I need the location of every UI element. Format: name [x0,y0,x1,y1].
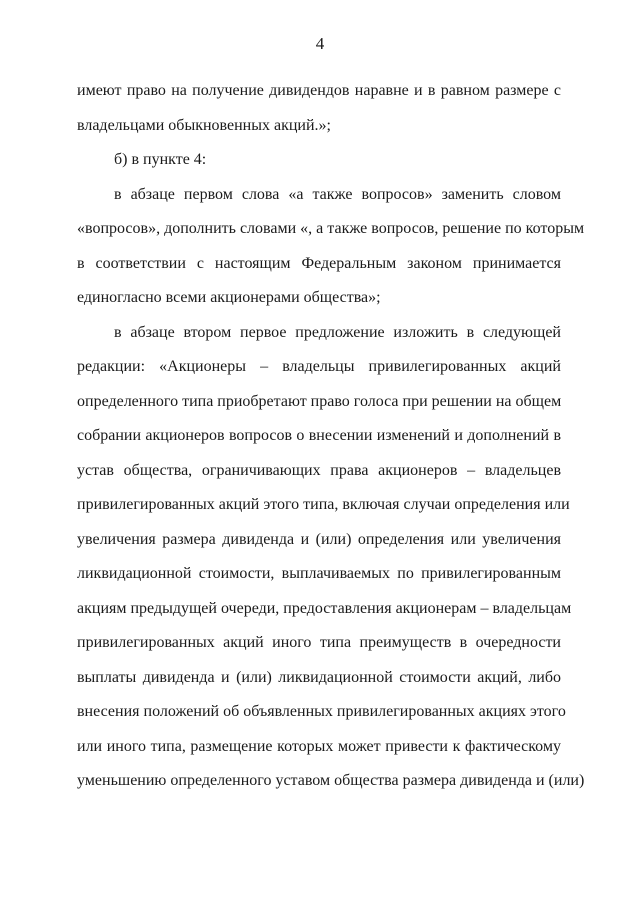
text-line: или иного типа, размещение которых может привести к фактическому [77,737,561,755]
text-line: редакции: «Акционеры – владельцы привилегированных акций [77,358,561,375]
text-line: акциям предыдущей очереди, предоставления акционерам – владельцам [77,599,572,617]
text-line: привилегированных акций иного типа преимуществ в очередности [77,634,561,651]
paragraph [77,74,561,143]
text-line: выплаты дивиденда и (или) ликвидационной стоимости акций, либо [77,668,561,686]
text-line: б) в пункте 4: [114,151,207,168]
text-line: определенного типа приобретают право голоса при решении на общем [77,392,562,410]
paragraph [77,178,585,316]
text-line: увеличения размера дивиденда и (или) определения или увеличения [77,530,561,548]
page-number: 4 [315,34,325,53]
text-line: единогласно всеми акционерами общества»; [77,289,381,306]
text-line: устав общества, ограничивающих права акционеров – владельцев [77,461,561,479]
text-line: имеют право на получение дивидендов наравне и в равном размере с [77,82,561,99]
text-line: внесения положений об объявленных привилегированных акциях этого [77,703,566,720]
paragraph [77,143,561,178]
text-line: «вопросов», дополнить словами «, а также вопросов, решение по которым [77,220,585,237]
document-body [77,74,585,799]
text-line: ликвидационной стоимости, выплачиваемых по привилегированным [77,565,561,582]
text-line: в соответствии с настоящим Федеральным законом принимается [77,254,561,272]
text-line: владельцами обыкновенных акций.»; [77,116,331,134]
text-line: уменьшению определенного уставом общества размера дивиденда и (или) [77,772,585,789]
text-line: в абзаце втором первое предложение изложить в следующей [114,323,561,341]
text-line: в абзаце первом слова «а также вопросов» заменить словом [114,185,561,203]
text-line: собрании акционеров вопросов о внесении изменений и дополнений в [77,427,561,444]
text-line: привилегированных акций этого типа, включая случаи определения или [77,496,570,513]
paragraph [77,316,585,799]
